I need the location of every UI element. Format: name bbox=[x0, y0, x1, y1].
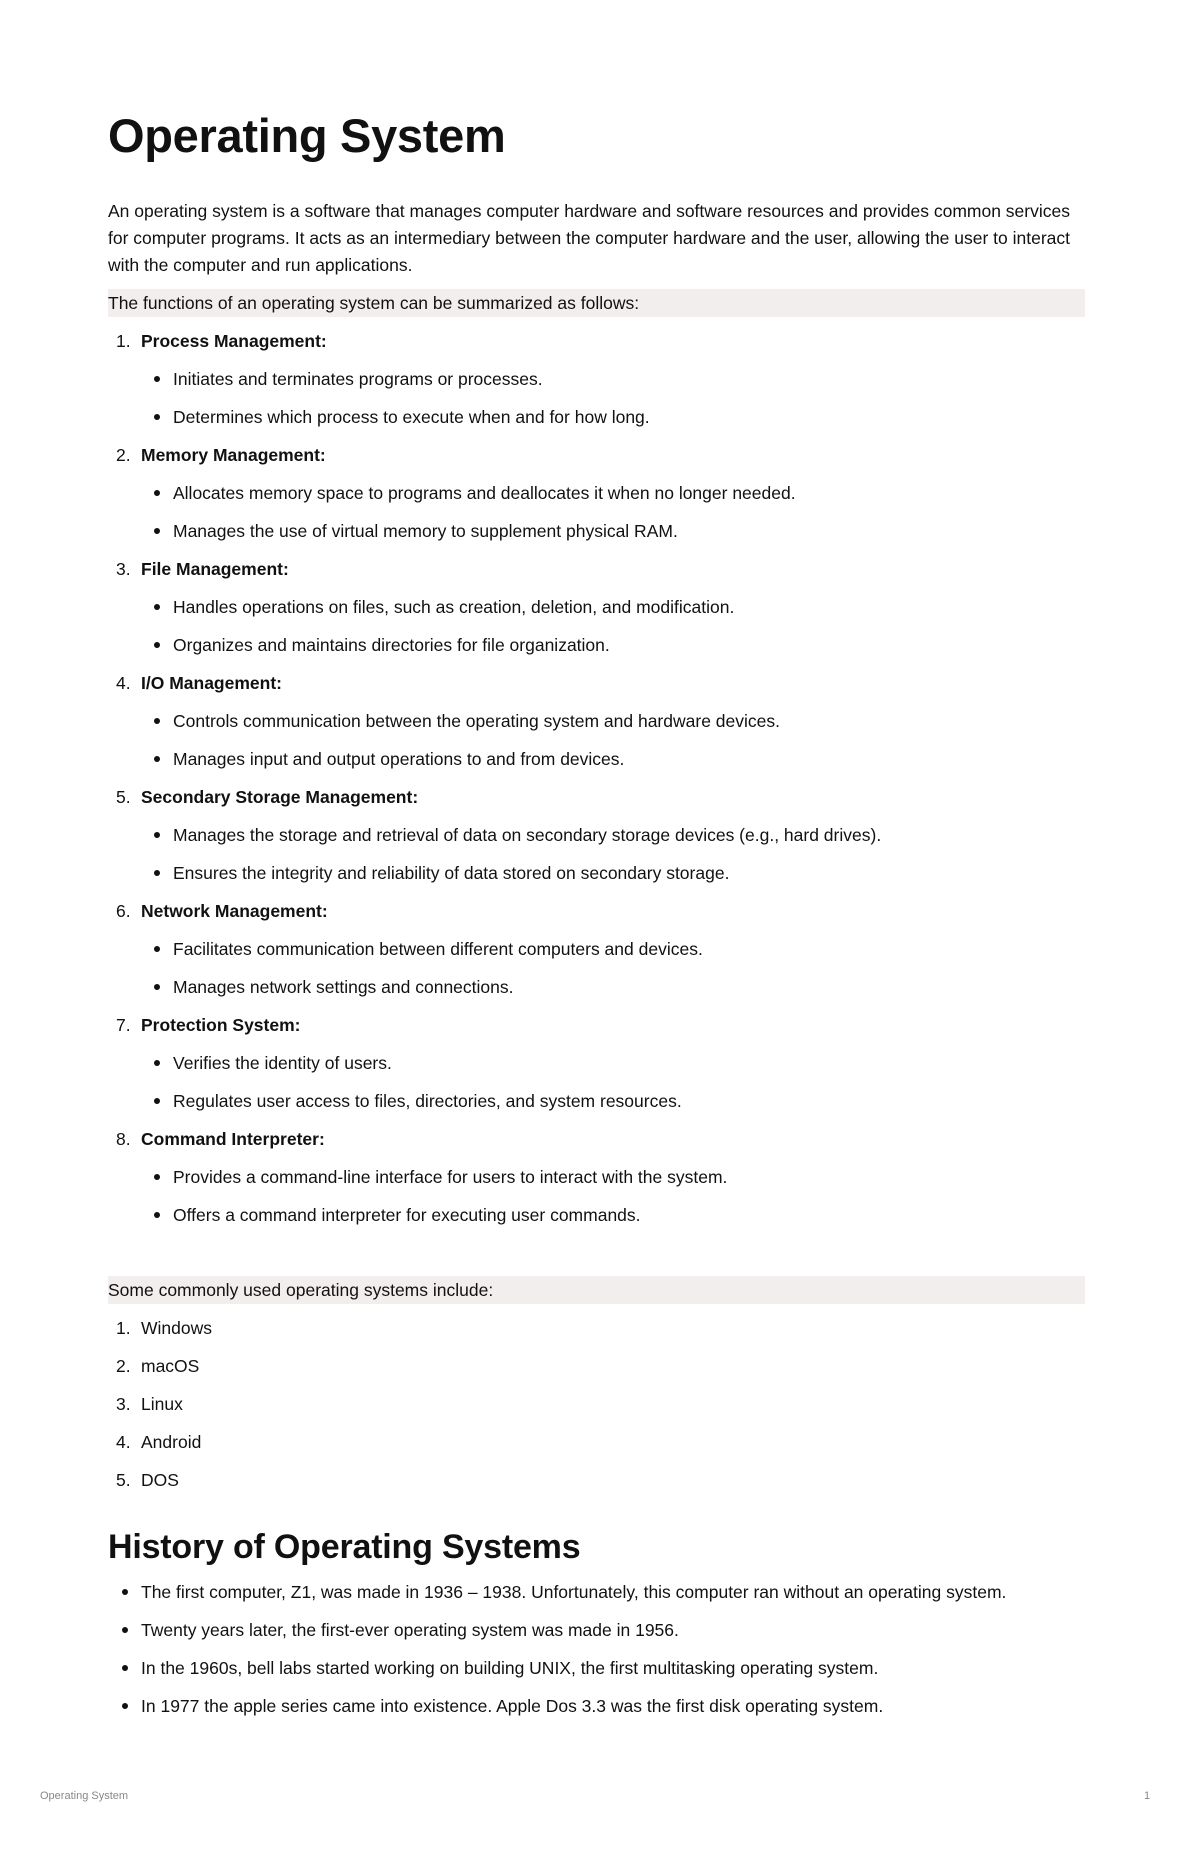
list-item-title: Memory Management: bbox=[141, 445, 326, 465]
list-item-title: File Management: bbox=[141, 559, 289, 579]
os-name: Android bbox=[141, 1432, 202, 1452]
list-item: Initiates and terminates programs or processes. bbox=[173, 366, 543, 392]
list-number: 3. bbox=[116, 1394, 131, 1414]
list-item: Controls communication between the operating system and hardware devices. bbox=[173, 708, 780, 734]
list-item: Regulates user access to files, directories, and system resources. bbox=[173, 1088, 682, 1114]
os-name: macOS bbox=[141, 1356, 200, 1376]
list-item: Manages the use of virtual memory to supplement physical RAM. bbox=[173, 518, 678, 544]
list-item-title: I/O Management: bbox=[141, 673, 282, 693]
list-item: The first computer, Z1, was made in 1936 – 1938. Unfortunately, this computer ran without an operating system. bbox=[141, 1579, 1006, 1605]
list-item: Manages network settings and connections. bbox=[173, 974, 513, 1000]
page-number: 1 bbox=[1144, 1790, 1151, 1802]
page-title: Operating System bbox=[108, 109, 506, 162]
list-number: 8. bbox=[116, 1129, 131, 1149]
intro-paragraph: An operating system is a software that manages computer hardware and software resources and provides common services for computer programs. It acts as an intermediary between the computer hardware and the user, allowing the user to interact with the computer and run applications. bbox=[108, 201, 1071, 275]
os-name: Linux bbox=[141, 1394, 183, 1414]
list-item: Organizes and maintains directories for file organization. bbox=[173, 632, 610, 658]
os-name: DOS bbox=[141, 1470, 179, 1490]
list-number: 1. bbox=[116, 1318, 131, 1338]
list-number: 3. bbox=[116, 559, 131, 579]
list-number: 4. bbox=[116, 1432, 131, 1452]
list-item-title: Process Management: bbox=[141, 331, 327, 351]
list-number: 2. bbox=[116, 445, 131, 465]
list-number: 5. bbox=[116, 1470, 131, 1490]
history-heading: History of Operating Systems bbox=[108, 1528, 581, 1566]
list-item: Allocates memory space to programs and deallocates it when no longer needed. bbox=[173, 480, 796, 506]
list-number: 7. bbox=[116, 1015, 131, 1035]
list-item: In 1977 the apple series came into existence. Apple Dos 3.3 was the first disk operating system. bbox=[141, 1693, 883, 1719]
list-item: Handles operations on files, such as creation, deletion, and modification. bbox=[173, 594, 734, 620]
list-number: 5. bbox=[116, 787, 131, 807]
list-item: Manages the storage and retrieval of data on secondary storage devices (e.g., hard drives). bbox=[173, 822, 881, 848]
os-name: Windows bbox=[141, 1318, 212, 1338]
list-number: 2. bbox=[116, 1356, 131, 1376]
list-number: 4. bbox=[116, 673, 131, 693]
list-item: Manages input and output operations to and from devices. bbox=[173, 746, 624, 772]
list-item: Ensures the integrity and reliability of data stored on secondary storage. bbox=[173, 860, 729, 886]
list-item: In the 1960s, bell labs started working on building UNIX, the first multitasking operating system. bbox=[141, 1655, 878, 1681]
list-item: Offers a command interpreter for executing user commands. bbox=[173, 1202, 641, 1228]
common-os-heading: Some commonly used operating systems include: bbox=[108, 1276, 1085, 1304]
list-number: 6. bbox=[116, 901, 131, 921]
list-item: Provides a command-line interface for users to interact with the system. bbox=[173, 1164, 727, 1190]
list-item-title: Command Interpreter: bbox=[141, 1129, 325, 1149]
list-item-title: Network Management: bbox=[141, 901, 328, 921]
list-item: Facilitates communication between different computers and devices. bbox=[173, 936, 703, 962]
functions-heading: The functions of an operating system can be summarized as follows: bbox=[108, 289, 1085, 317]
list-item: Determines which process to execute when and for how long. bbox=[173, 404, 650, 430]
list-item-title: Secondary Storage Management: bbox=[141, 787, 419, 807]
list-item-title: Protection System: bbox=[141, 1015, 301, 1035]
list-number: 1. bbox=[116, 331, 131, 351]
list-item: Twenty years later, the first-ever operating system was made in 1956. bbox=[141, 1617, 679, 1643]
list-item: Verifies the identity of users. bbox=[173, 1050, 392, 1076]
footer-title: Operating System bbox=[40, 1790, 129, 1802]
